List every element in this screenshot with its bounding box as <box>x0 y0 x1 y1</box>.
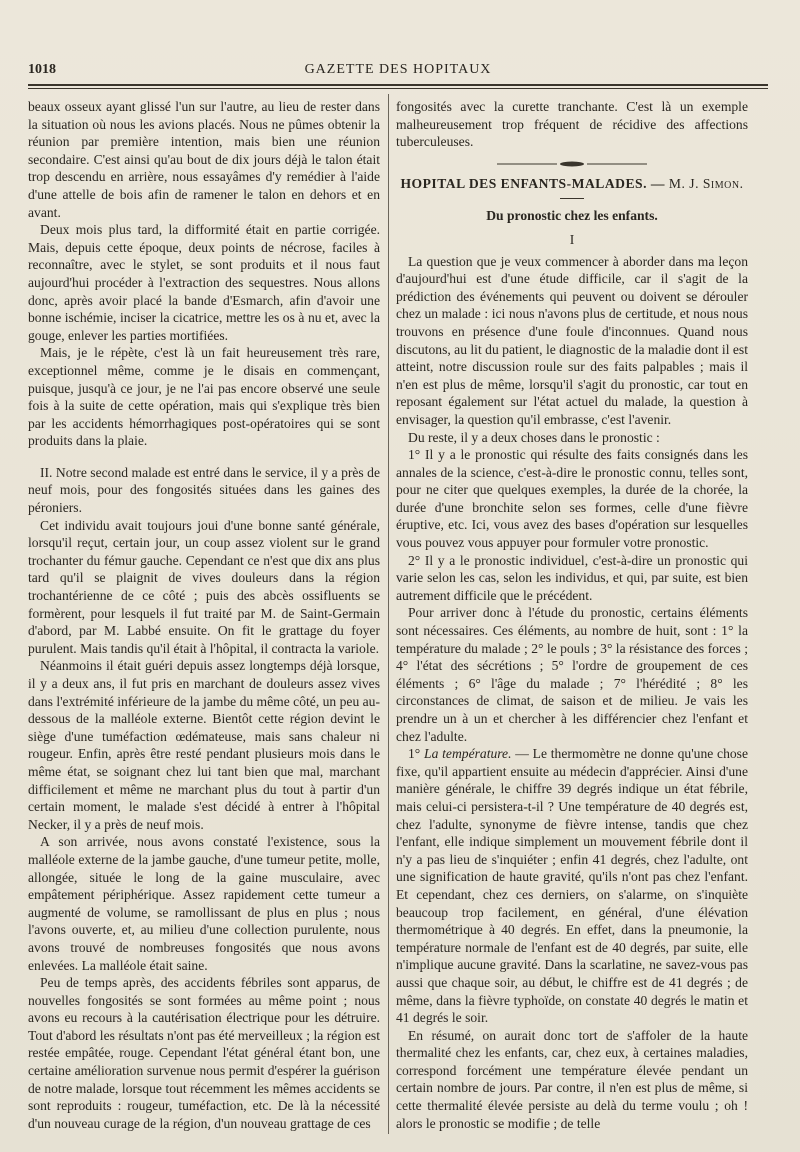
section-title: HOPITAL DES ENFANTS-MALADES. — <box>400 175 665 191</box>
ornament-divider <box>497 159 647 169</box>
left-paragraph: Mais, je le répète, c'est là un fait heureusement très rare, exceptionnel même, comme je le disais en commençant, puisque, jusqu'à ce jour, je ne l'ai pas encore observé une seule fois à la suite de cette opération, mais qui s'explique très bien par les accidents hémorrhagiques post-opératoires qui se sont produits dans la plaie. <box>28 345 380 449</box>
section-author: M. J. Simon. <box>668 175 744 191</box>
section-heading <box>396 175 748 193</box>
left-paragraph: Néanmoins il était guéri depuis assez longtemps déjà lorsque, il y a deux ans, il fut pris en marchant de douleurs assez vives dans l'extrémité inférieure de la jambe du même côté, un peu au-dessous de la malléole externe. Bientôt cette région devint le siège d'une tuméfaction œdémateuse, mais sans chaleur ni rougeur. Enfin, après être resté pendant plusieurs mois dans le même état, se soignant chez lui tant bien que mal, marchant difficilement et même ne marchant plus du tout à partir d'un certain moment, le malade s'est décidé à entrer à l'hôpital Necker, il y a près de neuf mois. <box>28 658 380 832</box>
page-header <box>28 60 768 80</box>
left-paragraph: beaux osseux ayant glissé l'un sur l'autre, au lieu de rester dans la situation où nous les avions placés. Nous ne pûmes obtenir la réunion par première intention, mais bien une réunion secondaire. C'est ainsi qu'au bout de dix jours déjà le talon était trop descendu en arrière, nous essayâmes d'y remédier à l'aide d'une attelle de bois afin de ramener le talon en dehors et en avant. <box>28 99 380 220</box>
right-intro-paragraph: fongosités avec la curette tranchante. C'est là un exemple malheureusement trop fréquent de récidive des affections tuberculeuses. <box>396 99 748 150</box>
running-title: GAZETTE DES HOPITAUX <box>304 62 492 77</box>
page-number: 1018 <box>28 62 56 77</box>
temperature-paragraph <box>396 745 748 1027</box>
temperature-text: — Le thermomètre ne donne qu'une chose fixe, qu'il appartient ensuite au médecin d'apprécier. Ainsi d'une manière générale, le chiffre 39 degrés indique un état fébrile, mais celui-ci persistera-t-il ? Une température de 40 degrés est, chez l'adulte, synonyme de fièvre intense, tandis que chez l'enfant, elle indique simplement un mouvement fébrile dont il n'y a pas lieu de s'inquiéter ; enfin 41 degrés, chez l'adulte, ont une signification de haute gravité, qu'ils n'ont pas chez l'enfant. Et cependant, chez ces derniers, on s'alarme, on s'inquiète beaucoup trop facilement, en général, d'une élévation thermométrique à 40 degrés. En effet, dans la pneumonie, la température normale de l'enfant est de 40 degrés, par suite, elle n'implique aucune gravité. Dans la scarlatine, ne savez-vous pas aussi que chaque soir, au début, le chiffre est de 41 degrés ; de même, dans la fièvre typhoïde, on constate 40 degrés le matin et 41 degrés le soir. <box>396 746 749 1026</box>
right-paragraphs <box>396 253 748 746</box>
left-paragraph: Deux mois plus tard, la difformité était en partie corrigée. Mais, depuis cette époque, deux points de nécrose, faciles à reconnaître, avec le stylet, se sont produits et il nous faut aujourd'hui procéder à l'extraction des sequestres. Nous allons donc, après avoir placé la bande d'Esmarch, afin d'avoir une bonne ischémie, inciser la cicatrice, mettre les os à nu et, avec la gouge, enlever les parties mortifiées. <box>28 222 380 343</box>
header-rule <box>28 84 768 86</box>
closing-paragraph: En résumé, on aurait donc tort de s'affoler de la haute thermalité chez les enfants, car, chez eux, à certaines maladies, correspond forcément une température élevée pendant un certain nombre de jours. Par contre, il n'en est plus de même, si cette thermalité élevée persiste au delà du terme voulu ; oh ! alors le pronostic se modifie ; de telle <box>396 1027 748 1131</box>
left-paragraph: Peu de temps après, des accidents fébriles sont apparus, de nouvelles fongosités se sont formées au même point ; nous avons eu recours à la cautérisation électrique pour les détruire. Tout d'abord les résultats n'ont pas été merveilleux ; la région est restée empâtée, rouge. Cependant l'état général étant bon, une certaine amélioration survenue nous permit d'espérer la guérison de notre malade, lorsque tout récemment les mêmes accidents se sont reproduits : rougeur, tuméfaction, etc. De là la nécessité d'un nouveau curage de la région, d'un nouveau grattage de ces <box>28 975 380 1131</box>
left-column <box>28 98 380 1132</box>
header-rule-thin <box>28 88 768 89</box>
article-subtitle: Du pronostic chez les enfants. <box>486 208 658 224</box>
right-paragraph: La question que je veux commencer à aborder dans ma leçon d'aujourd'hui est d'une étude difficile, car il s'agit de la prédiction des événements qui peuvent ou doivent se dérouler chez un malade : ici nous n'avons plus de certitude, et nous nous trouvons en présence d'une foule d'inconnues. Quand nous discutons, au lit du patient, le diagnostic de la maladie dont il est atteint, notre discussion roule sur des faits palpables ; mais il n'en est plus de même, lorsqu'il s'agit du pronostic, car tout en reposant également sur l'état actuel du malade, la question à envisager, la question qu'il embrasse, c'est l'avenir. <box>396 253 748 427</box>
column-divider <box>388 94 389 1134</box>
left-paragraph: II. Notre second malade est entré dans le service, il y a près de neuf mois, pour des fongosités situées dans les gaines des péroniers. <box>28 464 380 516</box>
right-paragraph: Pour arriver donc à l'étude du pronostic, certains éléments sont nécessaires. Ces éléments, au nombre de huit, sont : 1° la température du malade ; 2° le pouls ; 3° la résistance des forces ; 4° l'état des sécrétions ; 5° l'ordre de groupement de ces éléments ; 6° l'âge du malade ; 7° l'hérédité ; 8° les circonstances de climat, de saison et de milieu. Je vais les prendre un à un et chercher à les différencier chez l'enfant et chez l'adulte. <box>396 605 748 744</box>
temperature-italic-term: La température. <box>424 746 512 762</box>
right-paragraph: 2° Il y a le pronostic individuel, c'est-à-dire un pronostic qui varie selon les cas, selon les individus, et qui, par suite, est bien autrement difficile que le précédent. <box>396 552 748 603</box>
right-column <box>396 98 748 1132</box>
temperature-label: 1° <box>408 746 425 762</box>
short-rule <box>560 198 584 199</box>
section-numeral: I <box>569 231 575 247</box>
right-paragraph: Du reste, il y a deux choses dans le pronostic : <box>408 429 660 445</box>
left-paragraph: A son arrivée, nous avons constaté l'existence, sous la malléole externe de la jambe gauche, d'une tumeur petite, molle, allongée, située le long de la gaine musculaire, avec empâtement périphérique. Assez rapidement cette tumeur a augmenté de volume, se ramollissant de plus en plus ; nous l'avons ouverte, et, au milieu d'une collection purulente, nous avons trouvé de nombreuses fongosités que nous avons enlevées. La malléole était saine. <box>28 834 380 973</box>
right-paragraph: 1° Il y a le pronostic qui résulte des faits consignés dans les annales de la science, c'est-à-dire le pronostic connu, telles sont, pour ne citer que quelques exemples, la durée de la chorée, la durée d'une bronchite selon ses formes, celle d'une fièvre éruptive, etc. Ici, vous avez des bases d'opération sur lesquelles vous pouvez vous appuyer pour formuler votre pronostic. <box>396 447 748 551</box>
left-paragraph: Cet individu avait toujours joui d'une bonne santé générale, lorsqu'il reçut, certain jour, un coup assez violent sur le grand trochanter du fémur gauche. Cependant ce n'est que dix ans plus tard qu'il se plaignit de vives douleurs dans la région trochantérienne de ce côté ; puis des abcès ossifluents se formèrent, pour lesquels il fut traité par M. de Saint-Germain d'abord, par M. Labbé ensuite. On fit le grattage du foyer purulent. Mais tandis qu'il était à l'hôpital, il contracta la variole. <box>28 517 380 656</box>
